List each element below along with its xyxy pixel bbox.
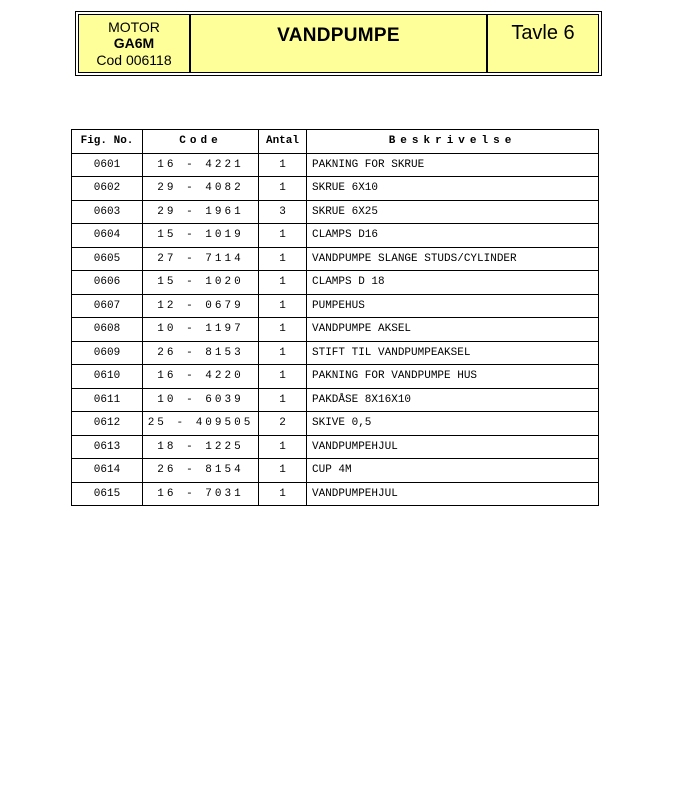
fig-number: 0603: [72, 200, 143, 224]
description: VANDPUMPEHJUL: [307, 482, 599, 506]
table-row: [72, 153, 599, 177]
table-row: [72, 271, 599, 295]
description: SKIVE 0,5: [307, 412, 599, 436]
description: PAKNING FOR VANDPUMPE HUS: [307, 365, 599, 389]
quantity: 1: [259, 271, 307, 295]
quantity: 2: [259, 412, 307, 436]
part-code: 16 - 4220: [143, 365, 259, 389]
quantity: 1: [259, 341, 307, 365]
motor-label: MOTOR: [108, 19, 160, 35]
quantity: 1: [259, 177, 307, 201]
quantity: 1: [259, 318, 307, 342]
fig-number: 0608: [72, 318, 143, 342]
quantity: 1: [259, 388, 307, 412]
motor-info-box: [78, 14, 190, 73]
fig-number: 0602: [72, 177, 143, 201]
column-header-qty: Antal: [259, 130, 307, 154]
part-code: 15 - 1019: [143, 224, 259, 248]
table-row: [72, 247, 599, 271]
table-row: [72, 341, 599, 365]
description: PAKDÅSE 8X16X10: [307, 388, 599, 412]
page-header: [75, 11, 602, 76]
quantity: 1: [259, 224, 307, 248]
part-code: 25 - 409505: [143, 412, 259, 436]
fig-number: 0610: [72, 365, 143, 389]
quantity: 1: [259, 459, 307, 483]
parts-table: [71, 129, 599, 506]
fig-number: 0611: [72, 388, 143, 412]
fig-number: 0607: [72, 294, 143, 318]
table-label-box: [487, 14, 599, 73]
part-code: 29 - 4082: [143, 177, 259, 201]
part-code: 16 - 7031: [143, 482, 259, 506]
motor-model: GA6M: [113, 35, 155, 51]
description: SKRUE 6X25: [307, 200, 599, 224]
table-row: [72, 177, 599, 201]
part-code: 18 - 1225: [143, 435, 259, 459]
part-code: 26 - 8153: [143, 341, 259, 365]
part-code: 26 - 8154: [143, 459, 259, 483]
part-code: 29 - 1961: [143, 200, 259, 224]
fig-number: 0601: [72, 153, 143, 177]
part-code: 27 - 7114: [143, 247, 259, 271]
title-box: [190, 14, 487, 73]
quantity: 1: [259, 365, 307, 389]
description: PUMPEHUS: [307, 294, 599, 318]
quantity: 1: [259, 153, 307, 177]
quantity: 3: [259, 200, 307, 224]
description: CLAMPS D16: [307, 224, 599, 248]
fig-number: 0615: [72, 482, 143, 506]
fig-number: 0604: [72, 224, 143, 248]
motor-code: Cod 006118: [96, 52, 172, 68]
quantity: 1: [259, 482, 307, 506]
description: VANDPUMPE AKSEL: [307, 318, 599, 342]
table-row: [72, 482, 599, 506]
description: SKRUE 6X10: [307, 177, 599, 201]
part-code: 12 - 0679: [143, 294, 259, 318]
fig-number: 0606: [72, 271, 143, 295]
description: CLAMPS D 18: [307, 271, 599, 295]
part-code: 10 - 6039: [143, 388, 259, 412]
quantity: 1: [259, 294, 307, 318]
column-header-description: Beskrivelse: [307, 130, 599, 154]
part-code: 15 - 1020: [143, 271, 259, 295]
description: VANDPUMPE SLANGE STUDS/CYLINDER: [307, 247, 599, 271]
fig-number: 0605: [72, 247, 143, 271]
description: PAKNING FOR SKRUE: [307, 153, 599, 177]
description: VANDPUMPEHJUL: [307, 435, 599, 459]
table-row: [72, 435, 599, 459]
fig-number: 0613: [72, 435, 143, 459]
table-row: [72, 294, 599, 318]
fig-number: 0609: [72, 341, 143, 365]
table-row: [72, 365, 599, 389]
table-row: [72, 388, 599, 412]
table-row: [72, 200, 599, 224]
quantity: 1: [259, 247, 307, 271]
table-row: [72, 318, 599, 342]
table-row: [72, 459, 599, 483]
table-header-row: [72, 130, 599, 154]
description: CUP 4M: [307, 459, 599, 483]
column-header-fig: Fig. No.: [72, 130, 143, 154]
quantity: 1: [259, 435, 307, 459]
table-row: [72, 412, 599, 436]
column-header-code: Code: [143, 130, 259, 154]
part-code: 16 - 4221: [143, 153, 259, 177]
fig-number: 0614: [72, 459, 143, 483]
table-label: Tavle 6: [511, 22, 575, 44]
description: STIFT TIL VANDPUMPEAKSEL: [307, 341, 599, 365]
table-row: [72, 224, 599, 248]
page-title: VANDPUMPE: [277, 25, 400, 46]
fig-number: 0612: [72, 412, 143, 436]
part-code: 10 - 1197: [143, 318, 259, 342]
